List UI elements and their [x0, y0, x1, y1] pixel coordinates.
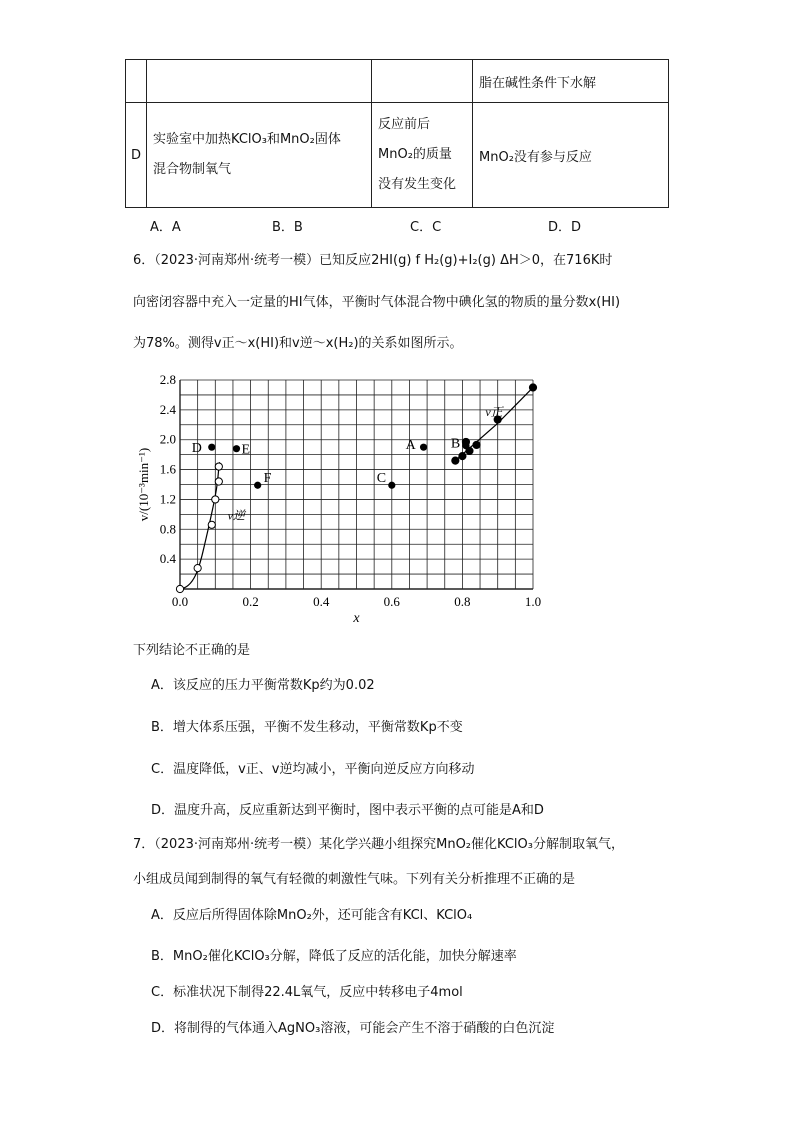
q6-line-2: 向密闭容器中充入一定量的HI气体，平衡时气体混合物中碘化氢的物质的量分数x(HI): [133, 295, 621, 310]
x-tick-label: 0.4: [313, 594, 330, 609]
v-reverse-point: [215, 478, 222, 485]
v-reverse-point: [215, 463, 222, 470]
y-tick-label: 2.4: [159, 401, 176, 417]
chart-ticks: [160, 372, 541, 609]
point-a: [420, 444, 427, 451]
y-tick-label: 0.8: [159, 521, 176, 537]
v-reverse-label: v逆: [227, 508, 245, 523]
v-reverse-point: [176, 585, 183, 592]
point-label-d: D: [191, 441, 202, 457]
v-reverse-point: [194, 565, 201, 572]
option[interactable]: B．B: [272, 220, 303, 235]
chart-grid: [180, 380, 533, 589]
q7-option-b[interactable]: B．MnO₂催化KClO₃分解，降低了反应的活化能，加快分解速率: [151, 949, 517, 964]
q6-option-a[interactable]: A．该反应的压力平衡常数Kp约为0.02: [151, 678, 375, 693]
v-forward-point: [529, 384, 536, 391]
v-forward-point: [452, 457, 459, 464]
rate-chart: [0, 362, 794, 662]
v-reverse-point: [212, 496, 219, 503]
q7-line-1: 7．（2023·河南郑州·统考一模）某化学兴趣小组探究MnO₂催化KClO₃分解制取氧气，: [133, 837, 624, 852]
v-reverse-point: [208, 521, 215, 528]
v-forward-point: [473, 441, 480, 448]
q7-option-a[interactable]: A．反应后所得固体除MnO₂外，还可能含有KCl、KClO₄: [151, 908, 473, 923]
q7-option-d[interactable]: D．将制得的气体通入AgNO₃溶液，可能会产生不溶于硝酸的白色沉淀: [151, 1021, 555, 1036]
y-tick-label: 2.8: [159, 372, 176, 387]
option[interactable]: C．C: [410, 220, 442, 235]
point-d: [208, 444, 215, 451]
option[interactable]: D．D: [548, 220, 582, 235]
x-tick-label: 0.0: [171, 594, 189, 609]
q7-line-2: 小组成员闻到制得的氧气有轻微的刺激性气味。下列有关分析推理不正确的是: [133, 872, 576, 887]
chart-point-labels: [192, 437, 461, 487]
point-label-f: F: [263, 471, 272, 487]
table-cell: 实验室中加热KClO₃和MnO₂固体 混合物制氧气: [147, 103, 372, 208]
table-cell-empty: [147, 60, 372, 103]
table-cell: 反应前后 MnO₂的质量 没有发生变化: [372, 103, 473, 208]
q6-option-c[interactable]: C．温度降低，v正、v逆均减小，平衡向逆反应方向移动: [151, 762, 475, 777]
point-f: [254, 482, 261, 489]
x-tick-label: 1.0: [524, 594, 542, 609]
q6-stem: 下列结论不正确的是: [133, 643, 251, 658]
table-cell-empty: [126, 60, 147, 103]
q6-line-1: 6．（2023·河南郑州·统考一模）已知反应2HI(g) f H₂(g)+I₂(g) ΔH＞0，在716K时: [133, 253, 613, 268]
q6-line-3: 为78%。测得v正～x(HI)和v逆～x(H₂)的关系如图所示。: [133, 336, 463, 351]
q6-option-d[interactable]: D．温度升高，反应重新达到平衡时，图中表示平衡的点可能是A和D: [151, 803, 544, 818]
y-axis-label: v/(10⁻³min⁻¹): [136, 447, 151, 522]
x-axis-label: x: [353, 611, 360, 626]
table-cell: MnO₂没有参与反应: [473, 103, 669, 208]
y-tick-label: 2.0: [159, 431, 176, 447]
point-label-c: C: [376, 471, 387, 487]
option[interactable]: A．A: [150, 220, 181, 235]
q5-table: [125, 59, 669, 208]
point-e: [233, 445, 240, 452]
point-label-b: B: [450, 436, 461, 452]
point-label-a: A: [405, 438, 416, 454]
y-tick-label: 1.2: [159, 491, 176, 507]
x-tick-label: 0.2: [242, 594, 259, 609]
point-b: [462, 442, 469, 449]
table-row-label: D: [126, 103, 147, 208]
q7-option-c[interactable]: C．标准状况下制得22.4L氧气，反应中转移电子4mol: [151, 985, 463, 1000]
x-tick-label: 0.6: [383, 594, 400, 609]
v-forward-point: [459, 453, 466, 460]
y-tick-label: 1.6: [159, 461, 176, 477]
point-c: [388, 482, 395, 489]
q6-option-b[interactable]: B．增大体系压强，平衡不发生移动，平衡常数Kp不变: [151, 720, 463, 735]
x-tick-label: 0.8: [454, 594, 471, 609]
table-cell-empty: [372, 60, 473, 103]
table-cell: 脂在碱性条件下水解: [473, 60, 669, 103]
v-forward-label: v正: [485, 404, 503, 419]
y-tick-label: 0.4: [159, 551, 176, 567]
point-label-e: E: [241, 442, 251, 458]
